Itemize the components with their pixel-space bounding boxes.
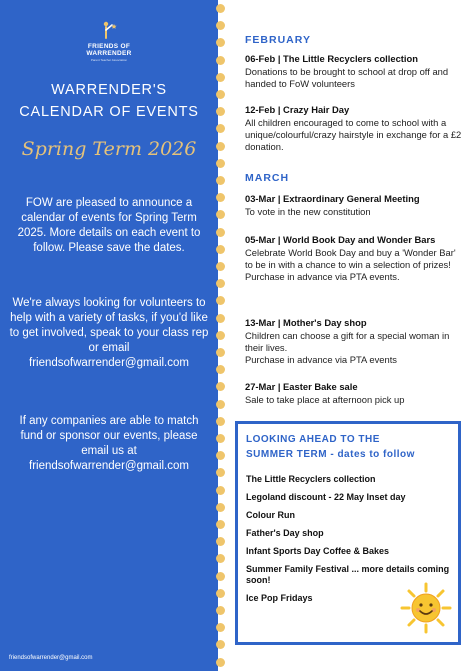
event-title: 13-Mar | Mother's Day shop (245, 317, 367, 328)
binding-ring (216, 21, 225, 30)
event-description: Celebrate World Book Day and buy a 'Wonder Bar' to be in with a chance to win a selection of prizes! Purchase in advance via PTA events. (245, 247, 456, 282)
binding-ring (216, 314, 225, 323)
binding-ring (216, 142, 225, 151)
binding-ring (216, 38, 225, 47)
list-item: Colour Run (246, 510, 295, 520)
left-panel (0, 0, 218, 671)
smiling-sun-icon (400, 582, 452, 634)
list-item: The Little Recyclers collection (246, 474, 376, 484)
binding-ring (216, 348, 225, 357)
event-title: 06-Feb | The Little Recyclers collection (245, 53, 418, 64)
binding-ring (216, 417, 225, 426)
binding-ring (216, 193, 225, 202)
binding-ring (216, 124, 225, 133)
event-title: 05-Mar | World Book Day and Wonder Bars (245, 234, 436, 245)
event-description: To vote in the new constitution (245, 206, 371, 217)
binding-ring (216, 262, 225, 271)
event-description: Donations to be brought to school at drop off and handed to FoW volunteers (245, 66, 449, 89)
list-item: Legoland discount - 22 May Inset day (246, 492, 406, 502)
binding-ring (216, 572, 225, 581)
star-person-logo-icon (98, 20, 120, 42)
binding-ring (216, 228, 225, 237)
binding-ring (216, 400, 225, 409)
spiral-binding (214, 0, 228, 671)
binding-ring (216, 520, 225, 529)
binding-ring (216, 90, 225, 99)
binding-ring (216, 296, 225, 305)
binding-ring (216, 56, 225, 65)
event-item (245, 53, 464, 90)
binding-ring (216, 451, 225, 460)
binding-ring (216, 4, 225, 13)
binding-ring (216, 537, 225, 546)
event-description: Children can choose a gift for a special woman in their lives. (245, 330, 450, 353)
volunteer-paragraph: We're always looking for volunteers to help with a variety of tasks, if you'd like to get involved, speak to your class rep or email friendsofwarrender@gmail.com (9, 297, 209, 369)
binding-ring (216, 245, 225, 254)
footer-email: friendsofwarrender@gmail.com (9, 655, 93, 661)
binding-ring (216, 159, 225, 168)
logo-text-line2: WARRENDER (86, 50, 132, 57)
event-item (245, 104, 464, 153)
looking-ahead-title (246, 432, 451, 462)
binding-ring (216, 589, 225, 598)
sponsor-paragraph: If any companies are able to match fund or sponsor our events, please email us at friendsofwarrender@gmail.com (19, 415, 199, 472)
event-title: 03-Mar | Extraordinary General Meeting (245, 193, 420, 204)
binding-ring (216, 210, 225, 219)
list-item: Father's Day shop (246, 528, 324, 538)
event-item (245, 317, 464, 366)
event-item (245, 193, 464, 218)
logo-subtext: Parent Teacher Association (90, 58, 128, 62)
event-title: 12-Feb | Crazy Hair Day (245, 104, 350, 115)
binding-ring (216, 176, 225, 185)
binding-ring (216, 434, 225, 443)
binding-ring (216, 554, 225, 563)
looking-ahead-title-line2: SUMMER TERM - dates to follow (246, 449, 415, 460)
binding-ring (216, 623, 225, 632)
intro-paragraph: FOW are pleased to announce a calendar of events for Spring Term 2025. More details on each event to follow. Please save the dates. (17, 197, 201, 254)
binding-ring (216, 107, 225, 116)
binding-ring (216, 279, 225, 288)
fow-logo (0, 20, 218, 62)
term-script-title: Spring Term 2026 (21, 138, 197, 160)
event-title: 27-Mar | Easter Bake sale (245, 381, 358, 392)
binding-ring (216, 365, 225, 374)
page-title-line1: WARRENDER'S (51, 82, 167, 98)
month-heading-february: FEBRUARY (245, 34, 311, 46)
event-description: Sale to take place at afternoon pick up (245, 394, 405, 405)
binding-ring (216, 468, 225, 477)
looking-ahead-title-line1: LOOKING AHEAD TO THE (246, 434, 380, 445)
page-title-line2: CALENDAR OF EVENTS (19, 104, 199, 120)
binding-ring (216, 382, 225, 391)
binding-ring (216, 73, 225, 82)
event-description: All children encouraged to come to school with a unique/colourful/crazy hairstyle in exchange for a £2 donation. (245, 117, 462, 152)
list-item: Infant Sports Day Coffee & Bakes (246, 546, 390, 556)
list-item: Summer Family Festival ... more details coming soon! (246, 564, 450, 585)
binding-ring (216, 503, 225, 512)
event-item (245, 234, 464, 283)
binding-ring (216, 331, 225, 340)
looking-ahead-box (235, 421, 461, 645)
event-item (245, 381, 464, 406)
binding-ring (216, 640, 225, 649)
binding-ring (216, 486, 225, 495)
logo-text-line1: FRIENDS OF (87, 43, 131, 50)
event-description-extra: Purchase in advance via PTA events (245, 354, 397, 365)
binding-ring (216, 658, 225, 667)
month-heading-march: MARCH (245, 172, 290, 184)
binding-ring (216, 606, 225, 615)
list-item: Ice Pop Fridays (246, 593, 313, 603)
